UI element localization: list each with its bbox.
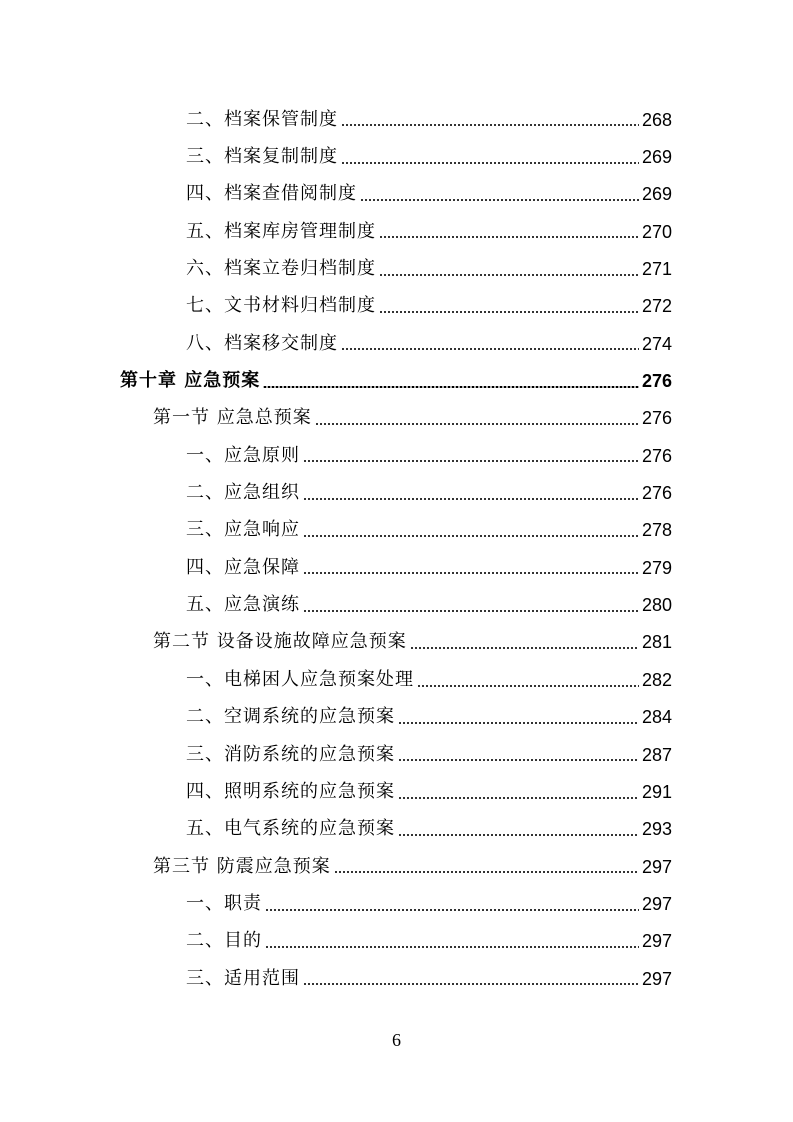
toc-item-entry[interactable] — [0, 288, 793, 325]
toc-entry-page: 269 — [641, 147, 672, 168]
toc-entry-page: 297 — [641, 893, 672, 914]
toc-item-entry[interactable] — [0, 586, 793, 623]
toc-dot-leader — [398, 722, 639, 724]
toc-item-entry[interactable] — [0, 923, 793, 960]
toc-entry-title: 五、应急演练 — [186, 594, 300, 616]
toc-entry-page: 276 — [641, 408, 672, 429]
toc-entry-page: 278 — [641, 520, 672, 541]
toc-entry-page: 297 — [641, 931, 672, 952]
toc-dot-leader — [315, 423, 639, 425]
toc-dot-leader — [303, 460, 639, 462]
toc-entry-page: 274 — [641, 333, 672, 354]
toc-entry-page: 280 — [641, 595, 672, 616]
toc-item-entry[interactable] — [0, 250, 793, 287]
toc-entry-page: 284 — [641, 707, 672, 728]
toc-dot-leader — [398, 797, 639, 799]
toc-chapter-entry[interactable] — [0, 362, 793, 399]
toc-item-entry[interactable] — [0, 885, 793, 922]
toc-entry-page: 279 — [641, 557, 672, 578]
toc-entry-page: 270 — [641, 221, 672, 242]
toc-entry-page: 268 — [641, 109, 672, 130]
toc-section-entry[interactable] — [0, 624, 793, 661]
toc-entry-title: 七、文书材料归档制度 — [186, 295, 376, 317]
toc-entry-title: 四、照明系统的应急预案 — [186, 780, 395, 802]
toc-dot-leader — [334, 871, 639, 873]
toc-item-entry[interactable] — [0, 437, 793, 474]
toc-dot-leader — [341, 162, 639, 164]
table-of-contents — [0, 101, 793, 997]
toc-item-entry[interactable] — [0, 138, 793, 175]
toc-entry-title: 一、职责 — [186, 892, 262, 914]
toc-dot-leader — [417, 685, 639, 687]
toc-entry-title: 第十章 应急预案 — [120, 370, 261, 392]
toc-item-entry[interactable] — [0, 474, 793, 511]
toc-entry-title: 第一节 应急总预案 — [153, 407, 312, 429]
toc-dot-leader — [360, 199, 639, 201]
toc-dot-leader — [303, 498, 639, 500]
toc-item-entry[interactable] — [0, 773, 793, 810]
toc-entry-title: 三、档案复制制度 — [186, 146, 338, 168]
toc-entry-title: 五、电气系统的应急预案 — [186, 818, 395, 840]
toc-item-entry[interactable] — [0, 512, 793, 549]
toc-entry-page: 276 — [641, 445, 672, 466]
toc-entry-title: 四、应急保障 — [186, 556, 300, 578]
toc-item-entry[interactable] — [0, 699, 793, 736]
toc-dot-leader — [303, 610, 639, 612]
toc-entry-title: 第二节 设备设施故障应急预案 — [153, 631, 407, 653]
toc-item-entry[interactable] — [0, 101, 793, 138]
toc-item-entry[interactable] — [0, 960, 793, 997]
toc-dot-leader — [379, 311, 639, 313]
toc-dot-leader — [303, 983, 639, 985]
toc-entry-title: 三、消防系统的应急预案 — [186, 743, 395, 765]
toc-entry-page: 293 — [641, 819, 672, 840]
toc-dot-leader — [410, 647, 639, 649]
toc-dot-leader — [398, 759, 639, 761]
toc-entry-page: 297 — [641, 856, 672, 877]
toc-entry-title: 一、电梯困人应急预案处理 — [186, 668, 414, 690]
toc-entry-page: 281 — [641, 632, 672, 653]
toc-dot-leader — [265, 946, 639, 948]
toc-item-entry[interactable] — [0, 325, 793, 362]
toc-entry-page: 269 — [641, 184, 672, 205]
toc-entry-title: 第三节 防震应急预案 — [153, 855, 331, 877]
toc-entry-title: 二、应急组织 — [186, 482, 300, 504]
toc-entry-title: 二、空调系统的应急预案 — [186, 706, 395, 728]
toc-item-entry[interactable] — [0, 213, 793, 250]
toc-entry-page: 276 — [641, 371, 672, 392]
toc-entry-page: 291 — [641, 781, 672, 802]
toc-entry-title: 五、档案库房管理制度 — [186, 220, 376, 242]
toc-dot-leader — [379, 274, 639, 276]
toc-entry-title: 四、档案查借阅制度 — [186, 183, 357, 205]
toc-entry-page: 297 — [641, 968, 672, 989]
toc-item-entry[interactable] — [0, 736, 793, 773]
page-number: 6 — [392, 1030, 401, 1050]
toc-dot-leader — [303, 572, 639, 574]
toc-item-entry[interactable] — [0, 549, 793, 586]
toc-entry-title: 三、应急响应 — [186, 519, 300, 541]
toc-dot-leader — [341, 124, 639, 126]
toc-entry-page: 271 — [641, 259, 672, 280]
toc-entry-title: 六、档案立卷归档制度 — [186, 258, 376, 280]
toc-entry-title: 一、应急原则 — [186, 444, 300, 466]
toc-entry-page: 287 — [641, 744, 672, 765]
toc-item-entry[interactable] — [0, 811, 793, 848]
toc-entry-title: 二、档案保管制度 — [186, 108, 338, 130]
toc-dot-leader — [379, 236, 639, 238]
toc-dot-leader — [341, 348, 639, 350]
toc-item-entry[interactable] — [0, 176, 793, 213]
toc-entry-page: 272 — [641, 296, 672, 317]
toc-entry-title: 八、档案移交制度 — [186, 332, 338, 354]
toc-dot-leader — [263, 386, 639, 388]
toc-dot-leader — [303, 535, 639, 537]
toc-dot-leader — [398, 834, 639, 836]
toc-entry-page: 282 — [641, 669, 672, 690]
toc-section-entry[interactable] — [0, 848, 793, 885]
toc-dot-leader — [265, 909, 639, 911]
toc-entry-page: 276 — [641, 483, 672, 504]
toc-entry-title: 二、目的 — [186, 930, 262, 952]
toc-entry-title: 三、适用范围 — [186, 967, 300, 989]
toc-item-entry[interactable] — [0, 661, 793, 698]
toc-section-entry[interactable] — [0, 400, 793, 437]
